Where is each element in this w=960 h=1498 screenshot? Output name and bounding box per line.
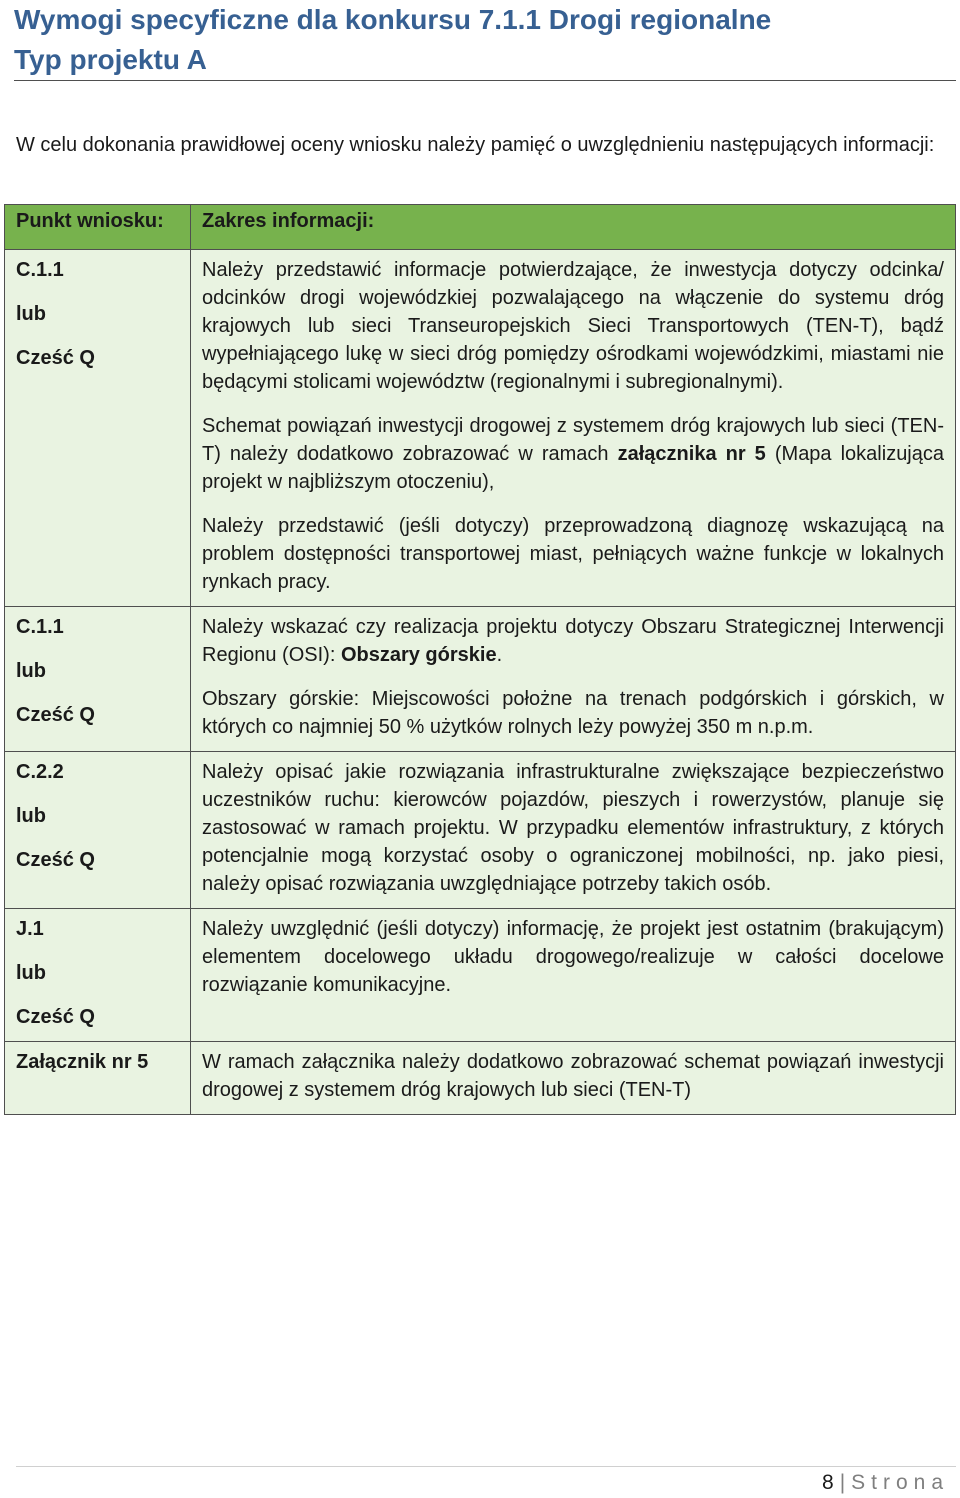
title-line-1: Wymogi specyficzne dla konkursu 7.1.1 Drogi regionalne xyxy=(14,4,772,35)
scope-cell xyxy=(191,752,956,909)
scope-paragraph xyxy=(202,613,944,669)
point-label: Załącznik nr 5 xyxy=(16,1051,149,1073)
paragraph-text: Należy opisać jakie rozwiązania infrastrukturalne zwiększające bezpieczeństwo uczestników ruchu: kierowców pojazdów, pieszych i rowerzystów, planuje się zastosować w ramach projektu. W przypadku elementów infrastruktury, z których potencjalnie mogą korzystać osoby o ograniczonej mobilności, np. jako piesi, należy opisać rozwiązania uwzględniające potrzeby takich osób. xyxy=(202,761,944,895)
point-label: lub xyxy=(16,303,46,325)
footer-divider xyxy=(16,1466,956,1467)
scope-paragraph xyxy=(202,1048,944,1104)
point-cell xyxy=(5,250,191,607)
title-divider xyxy=(14,80,956,81)
scope-paragraph xyxy=(202,412,944,496)
paragraph-bold-text: załącznika nr 5 xyxy=(617,443,766,465)
point-label: lub xyxy=(16,962,46,984)
point-label: C.2.2 xyxy=(16,761,64,783)
scope-cell xyxy=(191,1042,956,1115)
paragraph-text: W ramach załącznika należy dodatkowo zobrazować schemat powiązań inwestycji drogowej z systemem dróg krajowych lub sieci (TEN-T) xyxy=(202,1051,944,1101)
scope-paragraph xyxy=(202,758,944,898)
scope-cell xyxy=(191,250,956,607)
table-header-row xyxy=(5,205,956,250)
paragraph-text: Obszary górskie: Miejscowości położne na trenach podgórskich i górskich, w których co najmniej 50 % użytków rolnych leży powyżej 350 m n.p.m. xyxy=(202,688,944,738)
point-label: lub xyxy=(16,805,46,827)
point-label: C.1.1 xyxy=(16,616,64,638)
footer-separator: | xyxy=(839,1471,846,1494)
paragraph-text: Należy uwzględnić (jeśli dotyczy) informację, że projekt jest ostatnim (brakującym) elementem docelowego układu drogowego/realizuje w całości docelowe rozwiązanie komunikacyjne. xyxy=(202,918,944,996)
requirements-table xyxy=(4,204,956,1115)
point-label: C.1.1 xyxy=(16,259,64,281)
scope-paragraph xyxy=(202,512,944,596)
point-label: lub xyxy=(16,660,46,682)
page-title xyxy=(14,0,954,80)
page-number: 8 xyxy=(822,1471,834,1494)
point-cell xyxy=(5,752,191,909)
paragraph-text: Należy wskazać czy realizacja projektu dotyczy Obszaru Strategicznej Interwencji Regionu (OSI): xyxy=(202,616,944,666)
paragraph-bold-text: Obszary górskie xyxy=(340,644,497,666)
point-label: Cześć Q xyxy=(16,704,95,726)
intro-text: W celu dokonania prawidłowej oceny wniosku należy pamięć o uwzględnieniu następujących informacji: xyxy=(16,134,935,156)
paragraph-text-end: (Mapa lokalizująca projekt w najbliższym otoczeniu), xyxy=(202,443,945,493)
page-footer xyxy=(822,1468,949,1498)
point-label: Cześć Q xyxy=(16,347,95,369)
paragraph-text: Należy przedstawić informacje potwierdzające, że inwestycja dotyczy odcinka/ odcinków drogi wojewódzkiej pozwalającego na włączenie do systemu dróg krajowych lub sieci Transeuropejskich Sieci Transportowych (TEN-T), bądź wypełniającego lukę w sieci dróg pomiędzy ośrodkami wojewódzkimi, miastami nie będącymi stolicami województw (regionalnymi i subregionalnymi). xyxy=(202,259,944,393)
scope-paragraph xyxy=(202,685,944,741)
paragraph-text: Schemat powiązań inwestycji drogowej z systemem dróg krajowych lub sieci (TEN-T) należy dodatkowo zobrazować w ramach xyxy=(202,415,944,465)
scope-cell xyxy=(191,909,956,1042)
page-word: Strona xyxy=(851,1471,950,1494)
scope-paragraph xyxy=(202,256,944,396)
header-scope: Zakres informacji: xyxy=(191,205,956,250)
table-row xyxy=(5,909,956,1042)
table-row xyxy=(5,250,956,607)
table-row xyxy=(5,752,956,909)
scope-paragraph xyxy=(202,915,944,999)
paragraph-text-end: . xyxy=(496,644,503,666)
scope-cell xyxy=(191,607,956,752)
point-label: Cześć Q xyxy=(16,1006,95,1028)
point-cell xyxy=(5,909,191,1042)
paragraph-text: Należy przedstawić (jeśli dotyczy) przeprowadzoną diagnozę wskazującą na problem dostępności transportowej miast, pełniących ważne funkcje w lokalnych rynkach pracy. xyxy=(202,515,944,593)
point-label: J.1 xyxy=(16,918,44,940)
table-row xyxy=(5,607,956,752)
point-cell xyxy=(5,1042,191,1115)
table-body xyxy=(5,250,956,1115)
point-cell xyxy=(5,607,191,752)
title-line-2: Typ projektu A xyxy=(14,44,207,75)
header-point: Punkt wniosku: xyxy=(5,205,191,250)
point-label: Cześć Q xyxy=(16,849,95,871)
table-row xyxy=(5,1042,956,1115)
